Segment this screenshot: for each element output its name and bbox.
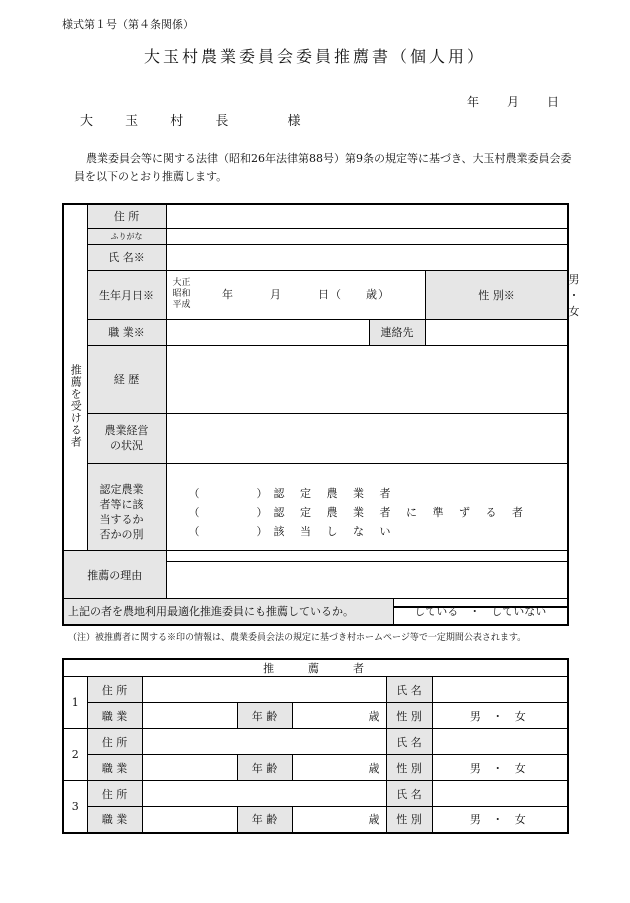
farm-status-label: 農業経営の状況 (87, 413, 166, 463)
date-day-label: 日 (547, 95, 560, 109)
recommender-age-label: 年 齢 (237, 703, 292, 729)
recommender-name-field[interactable] (432, 781, 568, 807)
occupation-label: 職 業※ (87, 319, 166, 345)
name-label: 氏 名※ (87, 244, 166, 270)
recommender-name-field[interactable] (432, 729, 568, 755)
furigana-label: ふりがな (87, 228, 166, 244)
recommender-name-label: 氏 名 (386, 677, 432, 703)
recommender-age-label: 年 齢 (237, 755, 292, 781)
recommender-age-field[interactable]: 歳 (292, 755, 386, 781)
reason-field[interactable] (166, 551, 568, 599)
addressee: 大 玉 村 長 様 (80, 114, 315, 129)
form-number-label: 様式第１号（第４条関係） (62, 18, 194, 31)
recommender-number: 1 (63, 677, 87, 729)
recommender-occupation-label: 職 業 (87, 755, 142, 781)
date-month-label: 月 (507, 95, 520, 109)
recommender-gender-label: 性 別 (386, 703, 432, 729)
recommender-occupation-field[interactable] (142, 755, 237, 781)
also-recommend-options[interactable]: している ・ していない (393, 599, 568, 625)
recommender-number: 2 (63, 729, 87, 781)
recommender-address-label: 住 所 (87, 781, 142, 807)
name-field[interactable] (166, 244, 568, 270)
recommender-gender-label: 性 別 (386, 755, 432, 781)
recommender-header: 推 薦 者 (63, 659, 568, 677)
era-options: 大正 昭和 平成 (172, 278, 191, 310)
recommender-address-field[interactable] (142, 677, 386, 703)
recommender-address-label: 住 所 (87, 677, 142, 703)
eligibility-label: 認定農業者等に該当するか否かの別 (87, 463, 166, 561)
address-field[interactable] (166, 204, 568, 228)
nominee-table: 推薦を受ける者 住 所 ふりがな 氏 名※ 生年月日※ 大正 昭和 平成 年 月 日（ 歳） 性 別※ 男 ・ 女 職 業※ 連絡先 経 歴 農業経営の状況 認定農業者等に該当するか否かの別 （ ）認 定 農 業 者 （ ）認 定 農 業 者 に 準 ず る 者 （ ）該 当 し な い (62, 203, 569, 608)
eligibility-options (166, 463, 568, 561)
eligibility-option-none[interactable]: （ ）該 当 し な い (188, 524, 397, 538)
recommender-address-field[interactable] (142, 729, 386, 755)
recommender-occupation-label: 職 業 (87, 703, 142, 729)
recommender-gender-field[interactable]: 男 ・ 女 (432, 807, 568, 833)
birth-date-label: 生年月日※ (87, 270, 166, 319)
recommender-name-field[interactable] (432, 677, 568, 703)
reason-table (62, 550, 569, 626)
also-recommend-label: 上記の者を農地利用最適化推進委員にも推薦しているか。 (63, 599, 393, 625)
recommender-age-label: 年 齢 (237, 807, 292, 833)
recommender-occupation-field[interactable] (142, 807, 237, 833)
reason-label: 推薦の理由 (63, 551, 166, 599)
gender-label: 性 別※ (425, 270, 568, 319)
recommender-gender-field[interactable]: 男 ・ 女 (432, 703, 568, 729)
page-title: 大玉村農業委員会委員推薦書（個人用） (143, 47, 486, 66)
recommender-age-field[interactable]: 歳 (292, 703, 386, 729)
birth-date-field[interactable] (166, 270, 425, 319)
recommender-address-label: 住 所 (87, 729, 142, 755)
address-label: 住 所 (87, 204, 166, 228)
recommender-age-field[interactable]: 歳 (292, 807, 386, 833)
recommender-table (62, 658, 569, 834)
recommender-name-label: 氏 名 (386, 781, 432, 807)
furigana-field[interactable] (166, 228, 568, 244)
intro-text: 農業委員会等に関する法律（昭和26年法律第88号）第9条の規定等に基づき、大玉村農業委員会委員を以下のとおり推薦します。 (74, 152, 572, 183)
recommender-gender-label: 性 別 (386, 807, 432, 833)
contact-label: 連絡先 (369, 319, 425, 345)
recommender-gender-field[interactable]: 男 ・ 女 (432, 755, 568, 781)
contact-field[interactable] (425, 319, 568, 345)
birth-date-parts: 年 月 日（ 歳） (222, 287, 391, 301)
recommender-occupation-label: 職 業 (87, 807, 142, 833)
recommender-address-field[interactable] (142, 781, 386, 807)
occupation-field[interactable] (166, 319, 369, 345)
publication-note: （注）被推薦者に関する※印の情報は、農業委員会法の規定に基づき村ホームページ等で一定期間公表されます。 (68, 633, 527, 643)
career-label: 経 歴 (87, 345, 166, 413)
recommender-number: 3 (63, 781, 87, 833)
career-field[interactable] (166, 345, 568, 413)
eligibility-option-quasi-certified[interactable]: （ ）認 定 農 業 者 に 準 ず る 者 (188, 505, 529, 519)
nominee-section-label: 推薦を受ける者 (63, 204, 87, 607)
date-year-label: 年 (467, 95, 480, 109)
eligibility-option-certified[interactable]: （ ）認 定 農 業 者 (188, 486, 397, 500)
farm-status-field[interactable] (166, 413, 568, 463)
recommender-occupation-field[interactable] (142, 703, 237, 729)
recommender-name-label: 氏 名 (386, 729, 432, 755)
